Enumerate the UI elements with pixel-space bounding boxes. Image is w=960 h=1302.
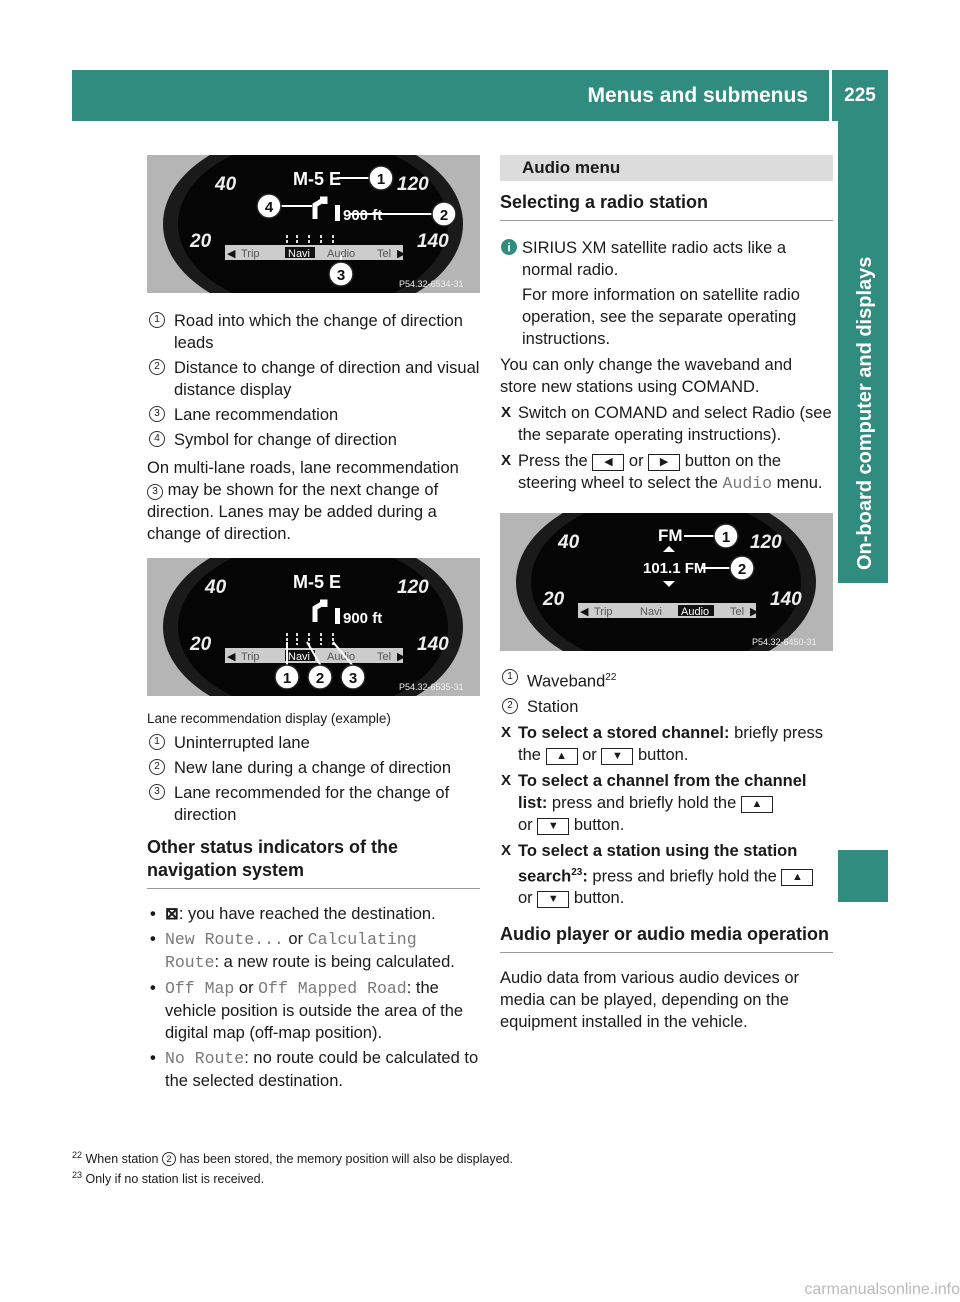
svg-text:◀: ◀ (580, 606, 589, 618)
legend-item: 1 Road into which the change of direction leads (147, 310, 480, 354)
legend-item: 3 Lane recommendation (147, 404, 480, 426)
list-item: X Press the ◀ or ▶ button on the steering wheel to select the Audio menu. (501, 452, 823, 493)
destination-flag-icon: ⊠ (165, 905, 179, 923)
svg-text:3: 3 (348, 670, 358, 687)
footnote-23: $^{23}$ Only if no station list is received. (72, 1170, 265, 1187)
distance-readout: 900 ft (343, 207, 383, 224)
svg-text:1: 1 (282, 670, 292, 687)
svg-text:Audio: Audio (681, 606, 710, 618)
left-column (147, 155, 480, 1095)
tab-left-arrow: ◀ (227, 248, 236, 260)
svg-text:Navi: Navi (640, 606, 663, 618)
legend-item: 1 Uninterrupted lane (147, 732, 480, 754)
svg-text:2: 2 (737, 561, 747, 578)
tab-trip: Trip (241, 248, 260, 260)
svg-text:120: 120 (750, 532, 782, 553)
footnote-22: $^{22}$ When station 2 has been stored, the memory position will also be displayed. (72, 1150, 513, 1167)
left-button-icon: ◀ (592, 454, 624, 471)
list-item: X Switch on COMAND and select Radio (see the separate operating instructions). (501, 404, 832, 444)
steps-list (500, 402, 833, 495)
figure-audio-display (500, 513, 833, 651)
page-number: 225 (844, 85, 876, 106)
marker-3 (341, 665, 365, 689)
list-item: • Off Map or Off Mapped Road: the vehicle position is outside the area of the digital map (off-map position). (150, 979, 464, 1042)
media-paragraph: Audio data from various audio devices or media can be played, depending on the equipment installed in the vehicle. (500, 969, 799, 1031)
marker-3 (329, 262, 353, 286)
svg-text:1: 1 (376, 171, 386, 188)
svg-text:Tel: Tel (730, 606, 745, 618)
legend-item: 1 Waveband$^{22}$ (500, 667, 833, 693)
speed-20: 20 (190, 231, 212, 252)
svg-text:i: i (507, 240, 511, 255)
tab-tel: Tel (377, 248, 392, 260)
channel-steps (500, 722, 833, 910)
svg-text:900 ft: 900 ft (343, 610, 383, 627)
svg-text:P54.32-6535-31: P54.32-6535-31 (399, 682, 464, 692)
audio-menu-bar: Audio menu (500, 155, 833, 181)
legend-item: 2 New lane during a change of direction (147, 757, 480, 779)
svg-text:4: 4 (264, 199, 274, 216)
waveband-paragraph: You can only change the waveband and store new stations using COMAND. (500, 356, 793, 396)
up-button-icon: ▲ (546, 748, 578, 765)
speed-120: 120 (397, 174, 429, 195)
svg-text:▶: ▶ (397, 248, 406, 260)
status-list (147, 903, 480, 1092)
marker-2 (432, 202, 456, 226)
legend-1 (147, 310, 480, 451)
legend-3 (500, 667, 833, 718)
list-item: X To select a channel from the channel list: press and briefly hold the ▲ or ▼ button. (501, 771, 807, 834)
svg-text:Tel: Tel (377, 651, 392, 663)
down-button-icon: ▼ (537, 891, 569, 908)
waveband-label: FM (658, 526, 683, 545)
right-column (500, 155, 833, 1033)
legend-item: 2 Station (500, 696, 833, 718)
marker-1 (369, 166, 393, 190)
svg-text:1: 1 (721, 529, 731, 546)
station-label: 101.1 FM (643, 560, 707, 577)
tab-audio: Audio (327, 248, 356, 260)
legend-item: 4 Symbol for change of direction (147, 429, 480, 451)
svg-text:40: 40 (205, 577, 227, 598)
legend-2 (147, 732, 480, 826)
svg-text:120: 120 (397, 577, 429, 598)
side-tab-label: On-board computer and displays (854, 256, 876, 570)
list-item: X To select a station using the station search$^{23}$: press and briefly hold the ▲ or ▼ button. (500, 840, 833, 910)
list-item: • No Route: no route could be calculated to the selected destination. (150, 1049, 479, 1090)
svg-text:20: 20 (543, 589, 565, 610)
svg-text:2: 2 (315, 670, 325, 687)
info-note: i SIRIUS XM satellite radio acts like a normal radio. For more information on satellite radio operation, see the separate operating instructions. (500, 237, 833, 350)
section-heading-radio: Selecting a radio station (500, 191, 833, 221)
legend-item: 2 Distance to change of direction and visual distance display (147, 357, 480, 401)
page-header (72, 70, 888, 121)
svg-text:2: 2 (439, 207, 449, 224)
list-item: • New Route... or Calculating Route: a new route is being calculated. (150, 930, 455, 972)
svg-text:▶: ▶ (397, 651, 406, 663)
marker-2 (308, 665, 332, 689)
list-item: • ⊠: you have reached the destination. (150, 905, 436, 923)
svg-text:◀: ◀ (227, 651, 236, 663)
right-button-icon: ▶ (648, 454, 680, 471)
figure-caption: Lane recommendation display (example) (147, 711, 391, 726)
svg-text:Navi: Navi (288, 651, 311, 663)
section-heading-status: Other status indicators of the navigation system (147, 836, 480, 889)
up-button-icon: ▲ (781, 869, 813, 886)
svg-text:20: 20 (190, 634, 212, 655)
lane-paragraph: On multi-lane roads, lane recommendation 3 may be shown for the next change of direction. Lanes may be added during a change of direction. (147, 459, 459, 543)
down-button-icon: ▼ (537, 818, 569, 835)
speed-140: 140 (417, 231, 449, 252)
tab-navi: Navi (288, 248, 311, 260)
svg-text:P54.32-6450-31: P54.32-6450-31 (752, 637, 817, 647)
figure-lane-display (147, 558, 480, 696)
up-button-icon: ▲ (741, 796, 773, 813)
down-button-icon: ▼ (601, 748, 633, 765)
svg-text:3: 3 (336, 267, 346, 284)
svg-text:▶: ▶ (750, 606, 759, 618)
section-heading-media: Audio player or audio media operation (500, 923, 833, 953)
svg-text:140: 140 (417, 634, 449, 655)
marker-2 (730, 556, 754, 580)
marker-1 (275, 665, 299, 689)
header-title: Menus and submenus (587, 84, 808, 107)
svg-text:Trip: Trip (241, 651, 260, 663)
speed-40: 40 (215, 174, 237, 195)
svg-text:40: 40 (558, 532, 580, 553)
marker-1 (714, 524, 738, 548)
road-name: M-5 E (293, 169, 342, 189)
svg-text:140: 140 (770, 589, 802, 610)
legend-item: 3 Lane recommended for the change of direction (147, 782, 480, 826)
info-icon (501, 239, 517, 255)
side-marker (838, 850, 888, 902)
figure-code: P54.32-6534-31 (399, 279, 464, 289)
svg-text:Audio: Audio (327, 651, 356, 663)
watermark: carmanualsonline.info (804, 1281, 960, 1298)
marker-4 (257, 194, 281, 218)
svg-text:Trip: Trip (594, 606, 613, 618)
list-item: X To select a stored channel: briefly press the ▲ or ▼ button. (501, 723, 824, 764)
figure-nav-display (147, 155, 480, 293)
svg-text:M-5 E: M-5 E (293, 572, 342, 592)
